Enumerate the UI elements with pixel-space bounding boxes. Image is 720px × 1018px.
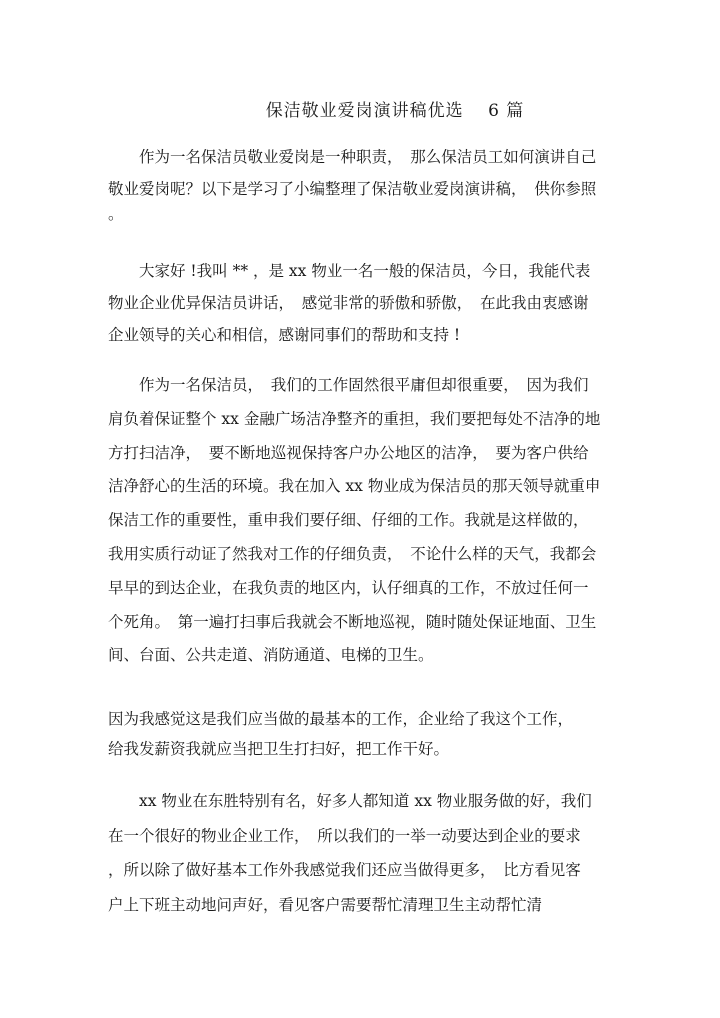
text-line: 。 (108, 205, 124, 223)
text-line: 因为我感觉这是我们应当做的最基本的工作，企业给了我这个工作， (108, 710, 574, 728)
paragraph-basic-work (108, 704, 608, 764)
text-line: 方打扫洁净， 要不断地巡视保持客户办公地区的洁净， 要为客户供给 (108, 443, 589, 462)
paragraph-company (108, 784, 608, 922)
text-line: 给我发薪资我就应当把卫生打扫好，把工作干好。 (108, 740, 450, 758)
text-line: 我用实质行动证了然我对工作的仔细负责， 不论什么样的天气，我都会 (108, 544, 597, 563)
text-line: 肩负着保证整个 xx 金融广场洁净整齐的重担，我们要把每处不洁净的地 (108, 409, 601, 428)
paragraph-work-duties (108, 369, 608, 673)
text-line: 物业企业优异保洁员讲话， 感觉非常的骄傲和骄傲， 在此我由衷感谢 (108, 294, 589, 312)
text-line: 保洁工作的重要性，重申我们要仔细、仔细的工作。我就是这样做的， (108, 511, 589, 530)
text-line: 企业领导的关心和相信，感谢同事们的帮助和支持 ! (108, 326, 461, 344)
text-line: 户上下班主动地问声好，看见客户需要帮忙清理卫生主动帮忙清 (108, 895, 543, 914)
text-line: xx 物业在东胜特别有名，好多人都知道 xx 物业服务做的好，我们 (108, 792, 592, 810)
text-line: 洁净舒心的生活的环境。我在加入 xx 物业成为保洁员的那天领导就重申 (108, 477, 601, 496)
text-line: 敬业爱岗呢？以下是学习了小编整理了保洁敬业爱岗演讲稿， 供你参照 (108, 180, 597, 198)
text-line: 大家好 !我叫 ** ，是 xx 物业一名一般的保洁员，今日，我能代表 (108, 262, 591, 280)
text-line: 作为一名保洁员， 我们的工作固然很平庸但却很重要， 因为我们 (108, 376, 589, 394)
text-line: 早早的到达企业，在我负责的地区内，认仔细真的工作，不放过任何一 (108, 578, 589, 597)
text-line: 在一个很好的物业企业工作， 所以我们的一举一动要达到企业的要求 (108, 826, 581, 845)
text-line: 个死角。 第一遍打扫事后我就会不断地巡视，随时随处保证地面、卫生 (108, 612, 597, 631)
document-title: 保洁敬业爱岗演讲稿优选 6 篇 (265, 101, 525, 121)
text-line: ，所以除了做好基本工作外我感觉我们还应当做得更多， 比方看见客 (108, 861, 581, 879)
paragraph-intro (108, 141, 608, 229)
paragraph-greeting (108, 255, 608, 351)
text-line: 间、台面、公共走道、消防通道、电梯的卫生。 (108, 646, 434, 665)
text-line: 作为一名保洁员敬业爱岗是一种职责， 那么保洁员工如何演讲自己 (108, 148, 597, 166)
